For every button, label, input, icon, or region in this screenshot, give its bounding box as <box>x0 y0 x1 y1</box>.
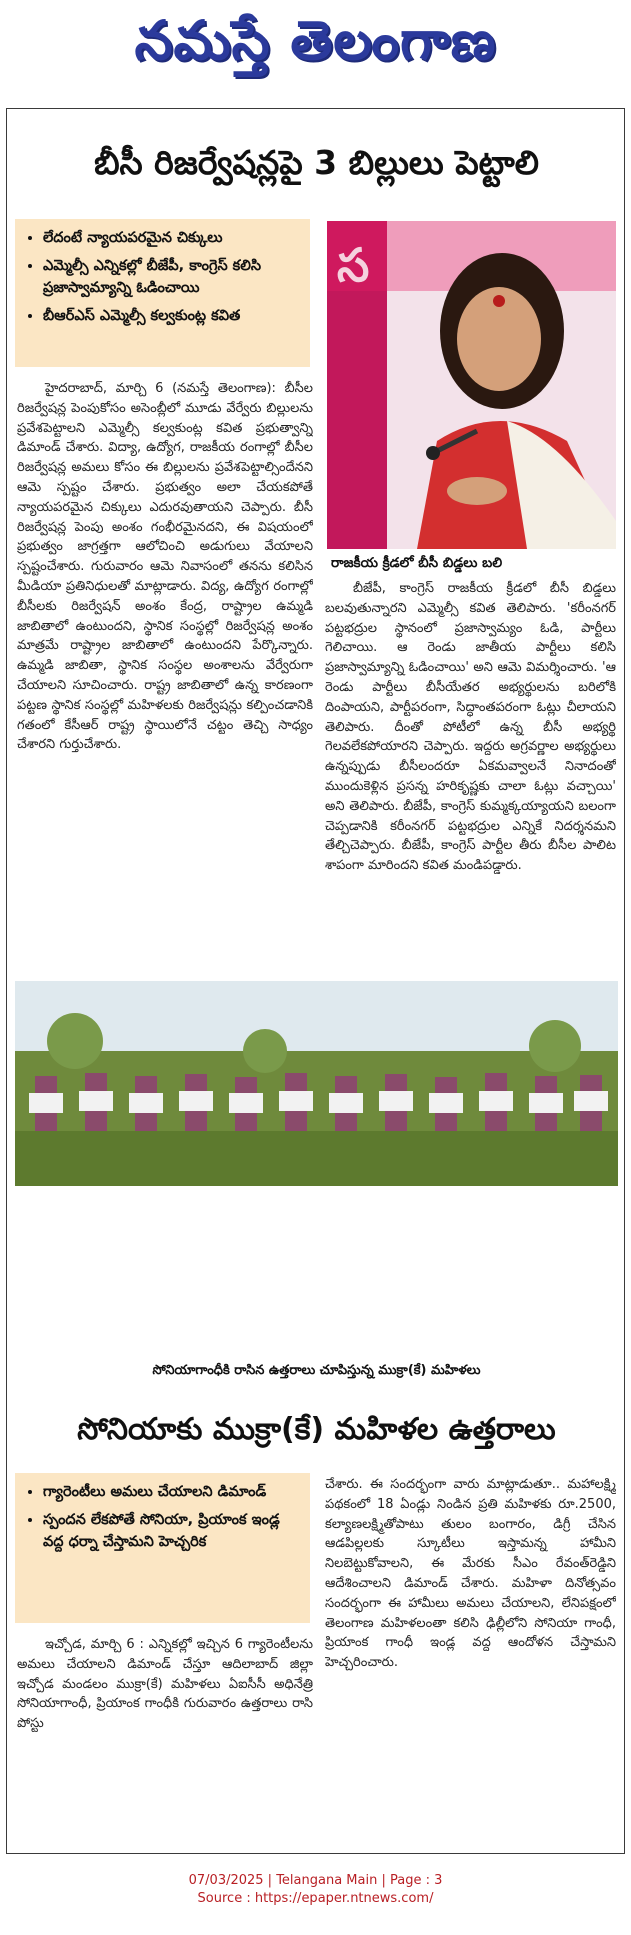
article-paragraph: బీజేపీ, కాంగ్రెస్ రాజకీయ క్రీడలో బీసీ బిడ్డలు బలవుతున్నారని ఎమ్మెల్సీ కవిత తెలిపారు. 'కరీంనగర్ పట్టభద్రుల స్థానంలో ప్రజాస్వామ్యం ఓడి, పార్టీలు గెలిచాయి. ఆ రెండు జాతీయ పార్టీలు కలిసి ప్రజాస్వామ్యాన్ని ఓడించాయి' అని ఆమె విమర్శించారు. 'ఆ రెండు పార్టీలు బీసీయేతర అభ్యర్థులను బరిలోకి దింపాయని, పార్టీపరంగా, సిద్ధాంతపరంగా ఓట్లు చీలాయని తెలిపారు. దీంతో పోటీలో ఉన్న బీసీ అభ్యర్థి గెలవలేకపోయారని చెప్పారు. ఇద్దరు అగ్రవర్ణాల అభ్యర్థులు ఉన్నప్పుడు బీసీలందరూ ఏకమవ్వాలనే నినాదంతో ముందుకెళ్లిన ప్రసన్న హరికృష్ణకు చాలా ఓట్లు వచ్చాయి' అని తెలిపారు. బీజేపీ, కాంగ్రెస్ కుమ్మక్కయ్యాయని బలంగా చెప్పడానికి కరీంనగర్ పట్టభద్రుల ఎన్నికే నిదర్శనమని తేల్చిచెప్పారు. బీజేపీ, కాంగ్రెస్ పార్టీల తీరు బీసీల పాలిట శాపంగా మారిందని కవిత మండిపడ్డారు. <box>325 581 616 874</box>
footer-source: Source : https://epaper.ntnews.com/ <box>197 1891 434 1906</box>
article2-left-column <box>17 1635 313 1835</box>
article-paragraph: ఇచ్చోడ, మార్చి 6 : ఎన్నికల్లో ఇచ్చిన 6 గ్యారెంటీలను అమలు చేయాలని డిమాండ్ చేస్తూ ఆదిలాబాద్ జిల్లా ఇచ్చోడ మండలం ముక్రా(కే) మహిళలు ఏఐసీసీ అధినేత్రి సోనియాగాంధీ, ప్రియాంక గాంధీకి గురువారం ఉత్తరాలు రాసి పోస్టు <box>17 1637 313 1732</box>
article1-bullets <box>15 219 310 367</box>
news-clipping <box>6 108 625 1854</box>
article2-right-column <box>325 1475 616 1837</box>
footer <box>0 1872 631 1908</box>
bullet-item: • లేదంటే న్యాయపరమైన చిక్కులు <box>43 227 302 249</box>
article2-headline: సోనియాకు ముక్రా(కే) మహిళల ఉత్తరాలు <box>77 1412 556 1447</box>
masthead <box>0 0 631 95</box>
article1-headline: బీసీ రిజర్వేషన్లపై 3 బిల్లులు పెట్టాలి <box>94 143 539 182</box>
article2-bullets <box>15 1473 310 1623</box>
photo-caption: రాజకీయ క్రీడలో బీసీ బిడ్డలు బలి <box>331 555 503 571</box>
bullet-item: • గ్యారెంటీలు అమలు చేయాలని డిమాండ్ <box>43 1481 302 1503</box>
women-letters-photo <box>15 981 618 1186</box>
svg-text:స: స <box>337 238 370 292</box>
newspaper-title: నమస్తే తెలంగాణ <box>134 8 497 72</box>
bullet-item: • స్పందన లేకపోతే సోనియా, ప్రియాంక ఇండ్ల వద్ద ధర్నా చేస్తామని హెచ్చరిక <box>43 1509 302 1553</box>
bullet-item: • బీఆర్ఎస్ ఎమ్మెల్సీ కల్వకుంట్ల కవిత <box>43 305 302 327</box>
article-paragraph: చేశారు. ఈ సందర్భంగా వారు మాట్లాడుతూ.. మహాలక్ష్మి పథకంలో 18 ఏండ్లు నిండిన ప్రతి మహిళకు రూ.2500, కల్యాణలక్ష్మితోపాటు తులం బంగారం, డిగ్రీ చేసిన ఆడపిల్లలకు స్కూటీలు ఇస్తామన్న హామీని నిలబెట్టుకోవాలని, ఈ మేరకు సీఎం రేవంత్‌రెడ్డిని ఆదేశించాలని డిమాండ్ చేశారు. మహిళా దినోత్సవం సందర్భంగా ఈ హామీలు అమలు చేయాలని, లేనిపక్షంలో తెలంగాణ మహిళలంతా కలిసి ఢిల్లీలోని సోనియా గాంధీ, ప్రియాంక గాంధీ ఇండ్ల వద్ద ఆందోళన చేస్తామని హెచ్చరించారు. <box>325 1477 616 1671</box>
photo-caption: సోనియాగాంధీకి రాసిన ఉత్తరాలు చూపిస్తున్న ముక్రా(కే) మహిళలు <box>152 1363 481 1378</box>
article-paragraph: హైదరాబాద్, మార్చి 6 (నమస్తే తెలంగాణ): బీసీల రిజర్వేషన్ల పెంపుకోసం అసెంబ్లీలో మూడు వేర్వేరు బిల్లులను ప్రవేశపెట్టాలని ఎమ్మెల్సీ కల్వకుంట్ల కవిత ప్రభుత్వాన్ని డిమాండ్ చేశారు. విద్యా, ఉద్యోగ, రాజకీయ రంగాల్లో బీసీల రిజర్వేషన్ల అమలు కోసం ఈ బిల్లులను ప్రవేశపెట్టాల్సిందేనని ఆమె స్పష్టం చేశారు. ప్రభుత్వం అలా చేయకపోతే న్యాయపరమైన చిక్కులు ఎదురవుతాయని చెప్పారు. బీసీ రిజర్వేషన్ల పెంపు అంశం గంభీరమైనదని, ఈ విషయంలో ప్రభుత్వం జాగ్రత్తగా ఆలోచించి అడుగులు వేయాలని స్పష్టంచేశారు. గురువారం ఆమె నివాసంలో తనను కలిసిన మీడియా ప్రతినిధులతో మాట్లాడారు. విద్య, ఉద్యోగ రంగాల్లో బీసీలకు రిజర్వేషన్ అంశం కేంద్ర, రాష్ట్రాల ఉమ్మడి జాబితాలో ఉంటుందని, స్థానిక సంస్థల్లో రిజర్వేషన్ల అంశం మాత్రమే రాష్ట్రాల జాబితాలో ఉంటుందని పేర్కొన్నారు. ఉమ్మడి జాబితా, స్థానిక సంస్థల అంశాలను వేర్వేరుగా చేయాలని సూచించారు. రాష్ట్ర జాబితాలో ఉన్న కారణంగా పట్టణ స్థానిక సంస్థల్లో మహిళలకు రిజర్వేషన్లు కల్పించడానికి గతంలో కేసీఆర్ రాష్ట్ర స్థాయిలోనే చట్టం తెచ్చి సాధ్యం చేశారని గుర్తుచేశారు. <box>17 381 313 753</box>
bullet-item: • ఎమ్మెల్సీ ఎన్నికల్లో బీజేపీ, కాంగ్రెస్ కలిసి ప్రజాస్వామ్యాన్ని ఓడించాయి <box>43 255 302 299</box>
footer-date-page: 07/03/2025 | Telangana Main | Page : 3 <box>188 1873 443 1888</box>
article1-right-column <box>325 579 616 971</box>
kavitha-photo <box>327 221 616 549</box>
article1-left-column <box>17 379 313 969</box>
